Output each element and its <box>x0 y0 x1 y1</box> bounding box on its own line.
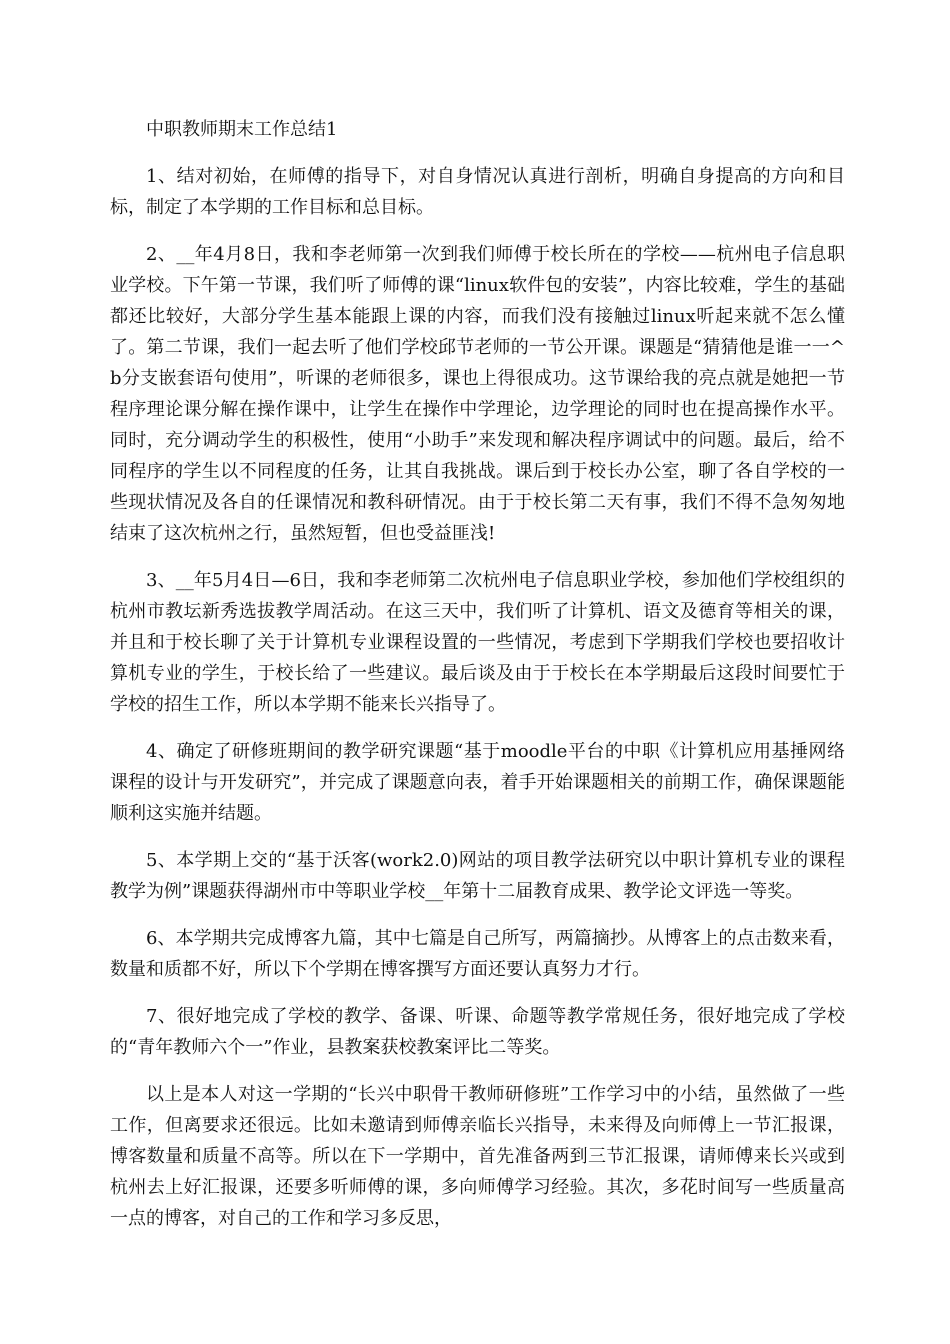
paragraph-2: 2、__年4月8日，我和李老师第一次到我们师傅于校长所在的学校——杭州电子信息职业学校。下午第一节课，我们听了师傅的课“linux软件包的安装”，内容比较难，学生的基础都还比较好，大部分学生基本能跟上课的内容，而我们没有接触过linux听起来就不怎么懂了。第二节课，我们一起去听了他们学校邱节老师的一节公开课。课题是“猜猜他是谁一一^b分支嵌套语句使用”，听课的老师很多，课也上得很成功。这节课给我的亮点就是她把一节程序理论课分解在操作课中，让学生在操作中学理论，边学理论的同时也在提高操作水平。同时，充分调动学生的积极性，使用“小助手”来发现和解决程序调试中的问题。最后，给不同程序的学生以不同程度的任务，让其自我挑战。课后到于校长办公室，聊了各自学校的一些现状情况及各自的任课情况和教科研情况。由于于校长第二天有事，我们不得不急匆匆地结束了这次杭州之行，虽然短暂，但也受益匪浅! <box>110 244 845 544</box>
paragraph-summary: 以上是本人对这一学期的“长兴中职骨干教师研修班”工作学习中的小结，虽然做了一些工作，但离要求还很远。比如未邀请到师傅亲临长兴指导，未来得及向师傅上一节汇报课，博客数量和质量不高等。所以在下一学期中，首先准备两到三节汇报课，请师傅来长兴或到杭州去上好汇报课，还要多听师傅的课，多向师傅学习经验。其次，多花时间写一些质量高一点的博客，对自己的工作和学习多反思， <box>110 1084 845 1229</box>
paragraph-3: 3、__年5月4日—6日，我和李老师第二次杭州电子信息职业学校，参加他们学校组织的杭州市教坛新秀选拔教学周活动。在这三天中，我们听了计算机、语文及德育等相关的课，并且和于校长聊了关于计算机专业课程设置的一些情况，考虑到下学期我们学校也要招收计算机专业的学生，于校长给了一些建议。最后谈及由于于校长在本学期最后这段时间要忙于学校的招生工作，所以本学期不能来长兴指导了。 <box>110 570 845 715</box>
paragraph-5: 5、本学期上交的“基于沃客(work2.0)网站的项目教学法研究以中职计算机专业的课程教学为例”课题获得湖州市中等职业学校__年第十二届教育成果、教学论文评选一等奖。 <box>110 850 845 902</box>
paragraph-1: 1、结对初始，在师傅的指导下，对自身情况认真进行剖析，明确自身提高的方向和目标，制定了本学期的工作目标和总目标。 <box>110 166 845 218</box>
document-body <box>110 114 845 1250</box>
paragraph-7: 7、很好地完成了学校的教学、备课、听课、命题等教学常规任务，很好地完成了学校的“青年教师六个一”作业，县教案获校教案评比二等奖。 <box>110 1006 845 1058</box>
document-title: 中职教师期末工作总结1 <box>146 119 338 140</box>
paragraph-4: 4、确定了研修班期间的教学研究课题“基于moodle平台的中职《计算机应用基捶网络课程的设计与开发研究”，并完成了课题意向表，着手开始课题相关的前期工作，确保课题能顺利这实施并结题。 <box>110 741 845 824</box>
paragraph-6: 6、本学期共完成博客九篇，其中七篇是自己所写，两篇摘抄。从博客上的点击数来看，数量和质都不好，所以下个学期在博客撰写方面还要认真努力才行。 <box>110 928 845 980</box>
